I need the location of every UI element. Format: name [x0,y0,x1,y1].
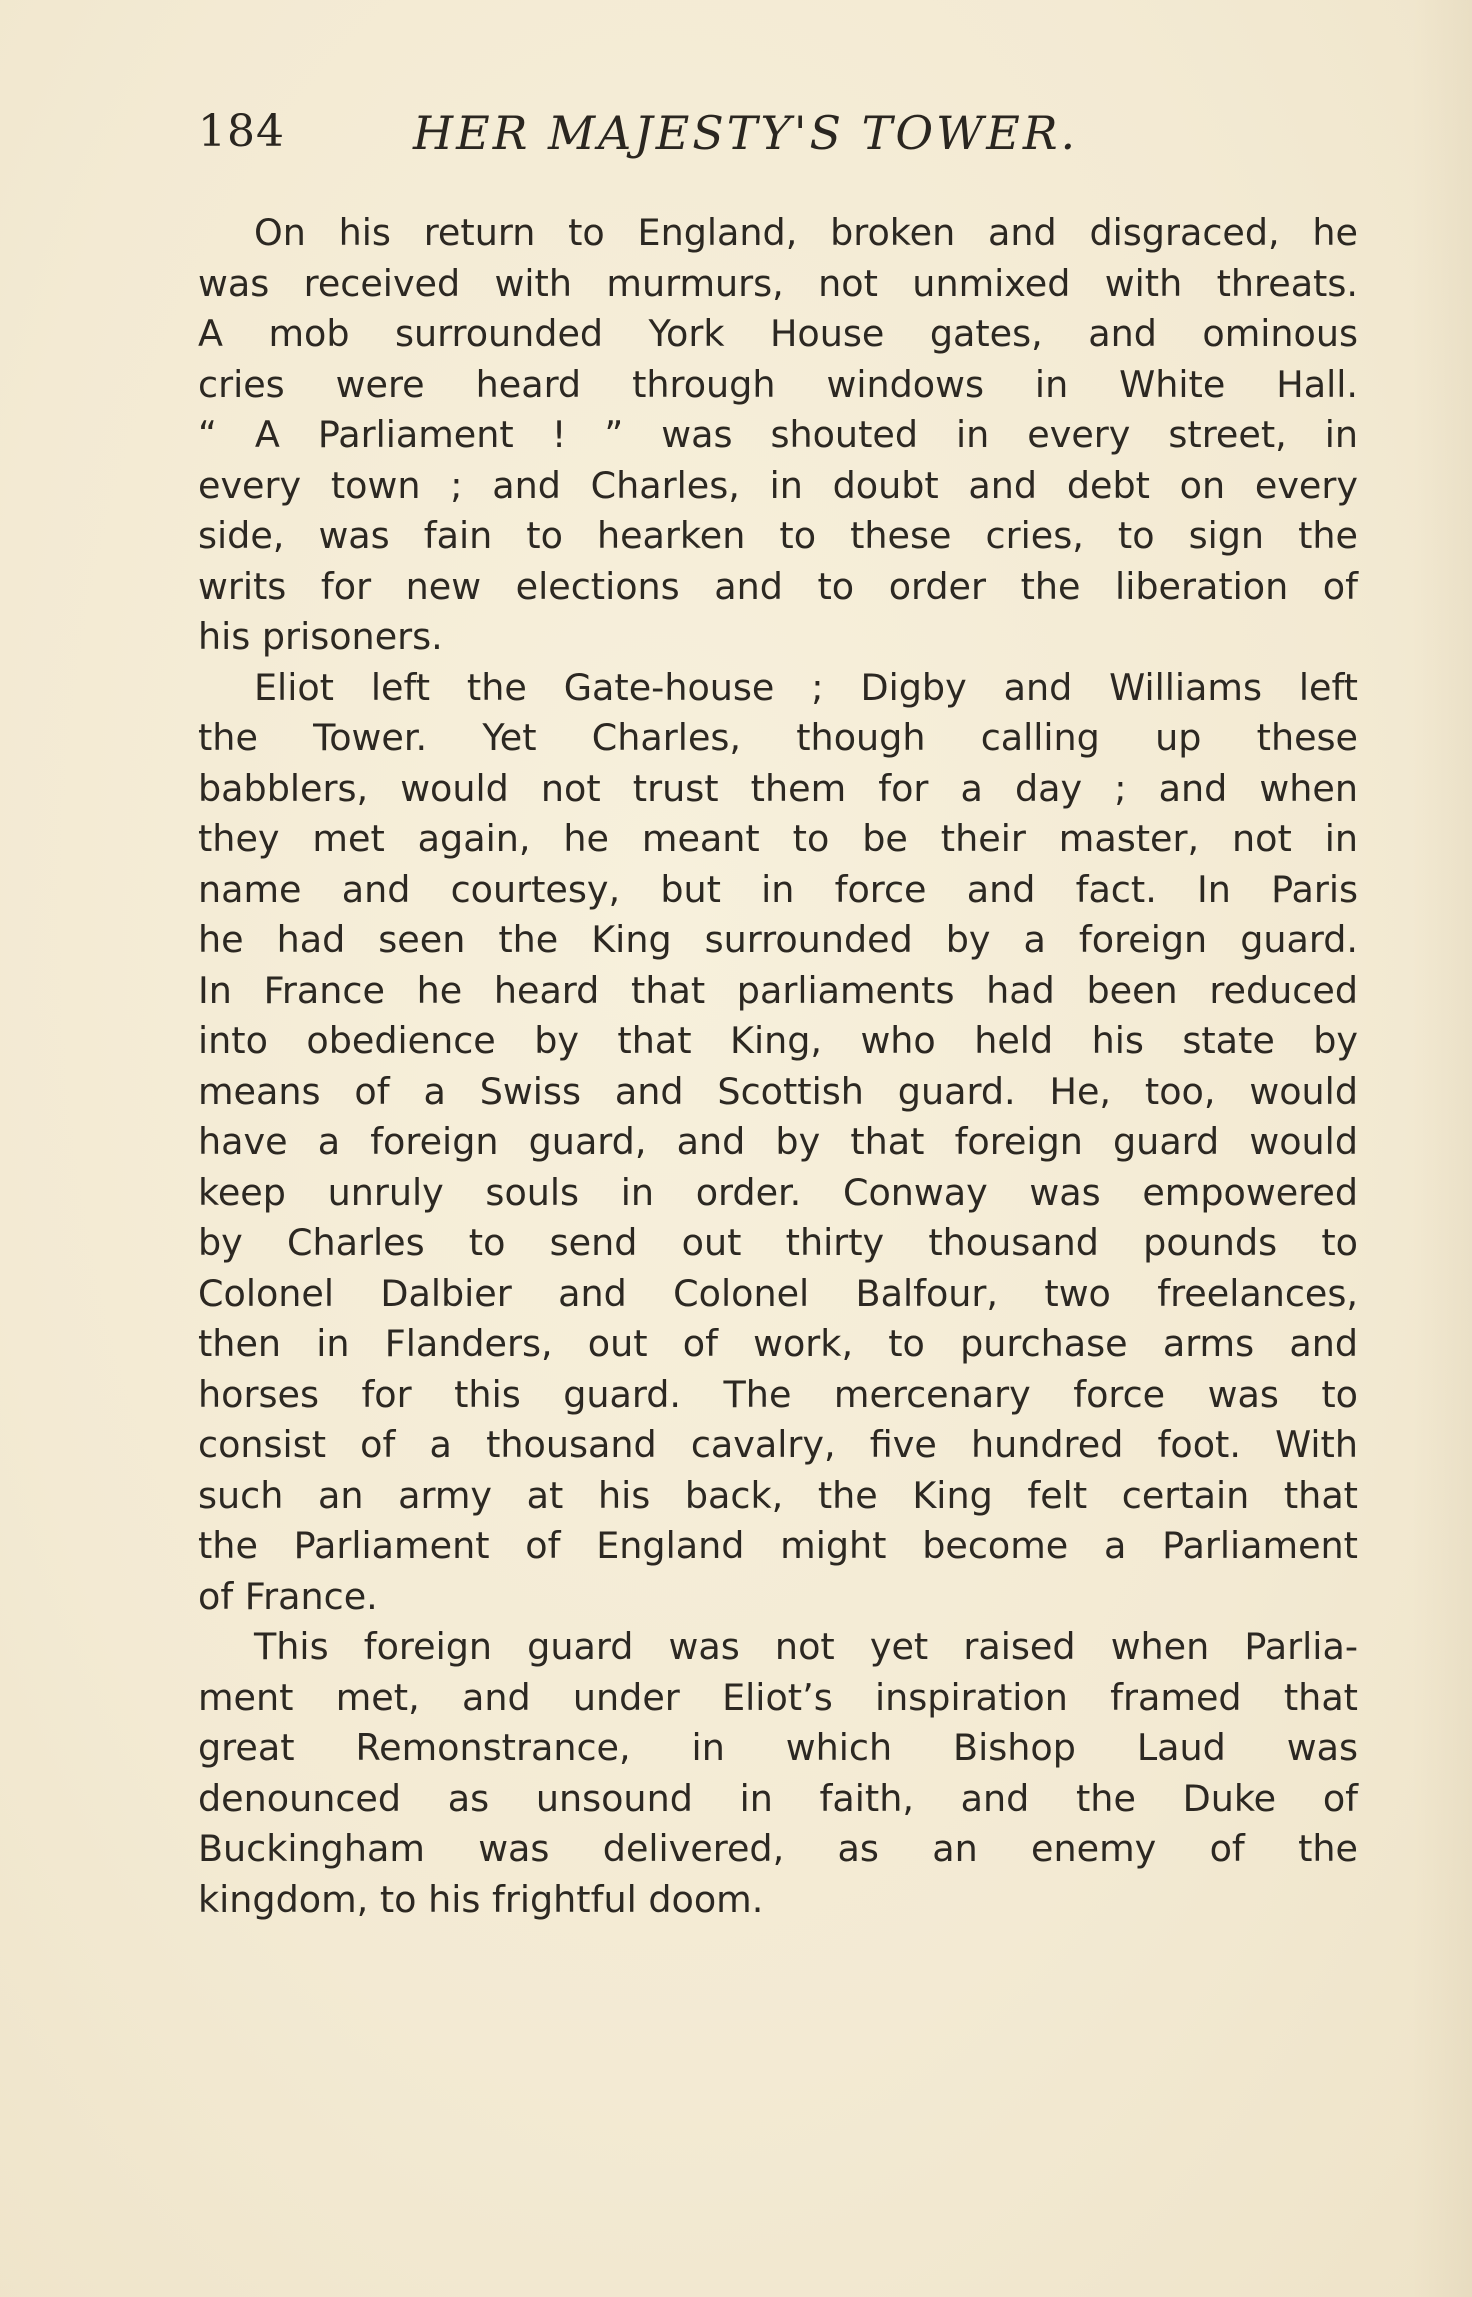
text-line: In France he heard that parliaments had been reduced [198,968,1358,1012]
page-edge-shade [1412,0,1472,2297]
text-line: the Parliament of England might become a Parliament [198,1524,1358,1567]
text-line: On his return to England, broken and disgraced, he [254,211,1358,254]
text-line: Colonel Dalbier and Colonel Balfour, two freelances, [198,1271,1358,1315]
text-line: side, was fain to hearken to these cries, to sign the [198,514,1358,557]
text-line: kingdom, to his frightful doom. [198,1877,764,1921]
paragraph [198,663,1358,1623]
text-line: cries were heard through windows in White Hall. [198,362,1358,406]
text-line: means of a Swiss and Scottish guard. He, too, would [198,1069,1358,1113]
paragraph [198,208,1358,663]
text-line: the Tower. Yet Charles, though calling up these [198,716,1358,759]
text-line: keep unruly souls in order. Conway was empowered [198,1170,1358,1214]
text-line: denounced as unsound in faith, and the Duke of [198,1776,1358,1820]
text-line: he had seen the King surrounded by a foreign guard. [198,918,1358,961]
text-line: of France. [198,1574,378,1618]
text-line: they met again, he meant to be their master, not in [198,817,1358,860]
text-line: A mob surrounded York House gates, and ominous [198,312,1358,355]
text-line: into obedience by that King, who held his state by [198,1019,1358,1062]
text-line: then in Flanders, out of work, to purchase arms and [198,1322,1358,1365]
text-line: every town ; and Charles, in doubt and debt on every [198,463,1358,507]
text-line: such an army at his back, the King felt certain that [198,1473,1358,1517]
running-title: HER MAJESTY'S TOWER. [413,106,1079,160]
text-line: by Charles to send out thirty thousand pounds to [198,1221,1358,1264]
text-line: consist of a thousand cavalry, five hundred foot. With [198,1423,1358,1466]
text-line: name and courtesy, but in force and fact. In Paris [198,867,1358,911]
page-header [198,100,1358,170]
text-line: great Remonstrance, in which Bishop Laud was [198,1726,1358,1769]
text-line: horses for this guard. The mercenary force was to [198,1372,1358,1416]
paragraph [198,1622,1358,1925]
body-text [198,208,1358,1925]
page-number: 184 [198,106,285,157]
text-line: have a foreign guard, and by that foreign guard would [198,1120,1358,1163]
text-line: babblers, would not trust them for a day ; and when [198,766,1358,810]
text-line: “ A Parliament ! ” was shouted in every street, in [198,413,1358,456]
text-line: was received with murmurs, not unmixed with threats. [198,261,1358,305]
text-line: Buckingham was delivered, as an enemy of the [198,1827,1358,1870]
text-line: writs for new elections and to order the liberation of [198,564,1358,608]
text-line: ment met, and under Eliot’s inspiration framed that [198,1675,1358,1719]
text-line: his prisoners. [198,615,443,658]
text-line: This foreign guard was not yet raised when Parlia- [254,1625,1358,1668]
text-line: Eliot left the Gate-house ; Digby and Williams left [254,665,1358,709]
